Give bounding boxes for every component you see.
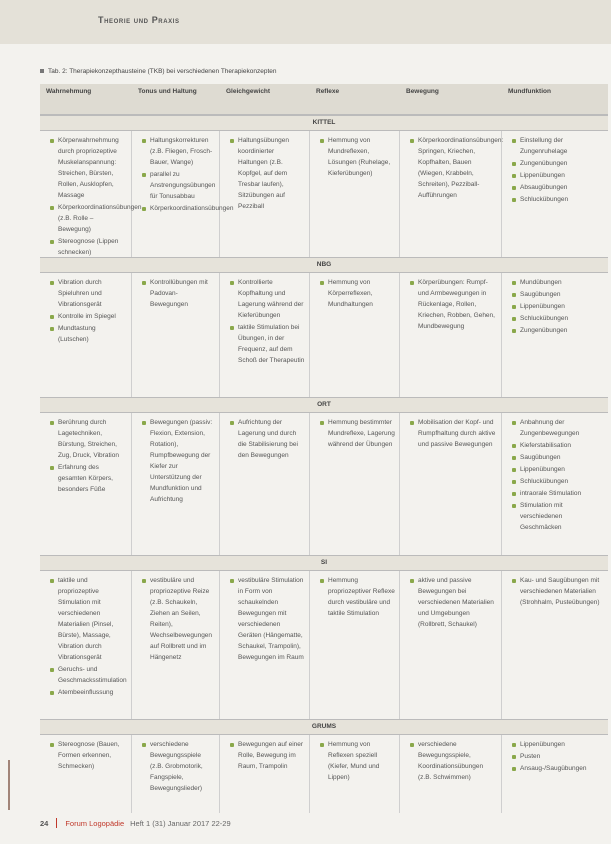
bullet-list	[512, 575, 604, 608]
section-header: SI	[40, 555, 608, 571]
list-item: Kontrollübungen mit Padovan-Bewegungen	[142, 277, 215, 310]
table-cell	[502, 571, 608, 719]
list-item: vestibuläre und propriozeptive Reize (z.B. Schaukeln, Ziehen an Seilen, Reiten), Wechselbewegungen auf Rollbrett und im Hängenetz	[142, 575, 215, 663]
list-item: Körperübungen: Rumpf- und Armbewegungen in Rückenlage, Rollen, Kriechen, Robben, Gehen, Mundbewegung	[410, 277, 497, 332]
table-cell	[502, 273, 608, 397]
col-header: Wahrnehmung	[46, 88, 92, 95]
table-cell	[132, 735, 220, 813]
bullet-list	[512, 277, 604, 336]
bullet-list	[142, 417, 215, 505]
table-cell	[400, 735, 502, 813]
list-item: Stereognose (Lippen schnecken)	[50, 236, 127, 258]
list-item: Ansaug-/Saugübungen	[512, 763, 604, 774]
list-item: Mobilisation der Kopf- und Rumpfhaltung durch aktive und passive Bewegungen	[410, 417, 497, 450]
list-item: Hemmung bestimmter Mundreflexe, Lagerung während der Übungen	[320, 417, 395, 450]
bullet-list	[410, 417, 497, 450]
list-item: intraorale Stimulation	[512, 488, 604, 499]
page-footer	[40, 818, 231, 828]
table-cell	[40, 571, 132, 719]
list-item: Hemmung von Mundreflexen, Lösungen (Ruhelage, Kieferübungen)	[320, 135, 395, 179]
col-header: Gleichgewicht	[226, 88, 271, 95]
table-cell	[400, 571, 502, 719]
bullet-list	[230, 277, 305, 366]
list-item: vestibuläre Stimulation in Form von schaukelnden Bewegungen mit verschiedenen Geräten (Hängematte, Schaukel, Trampolin), Bewegungen im Raum	[230, 575, 305, 663]
list-item: Einstellung der Zungenruhelage	[512, 135, 604, 157]
list-item: Hemmung von Körperreflexen, Mundhaltungen	[320, 277, 395, 310]
bullet-list	[320, 739, 395, 783]
table-row	[40, 413, 608, 555]
page-number: 24	[40, 818, 49, 828]
table-cell	[220, 571, 310, 719]
table-cell	[40, 413, 132, 555]
list-item: Kontrolle im Spiegel	[50, 311, 127, 322]
table-cell	[310, 131, 400, 257]
table-cell	[132, 131, 234, 257]
list-item: Mundtastung (Lutschen)	[50, 323, 127, 345]
footer-divider	[56, 818, 57, 828]
table-cell	[40, 273, 132, 397]
list-item: Stimulation mit verschiedenen Geschmäcken	[512, 500, 604, 533]
list-item: Hemmung propriozeptiver Reflexe durch vestibuläre und taktile Stimulation	[320, 575, 395, 619]
list-item: Körperkoordinationsübungen	[142, 203, 215, 214]
section-header: NBG	[40, 257, 608, 273]
list-item: Kieferstabilisation	[512, 440, 604, 451]
list-item: Körperkoordinationsübungen (z.B. Rolle – Bewegung)	[50, 202, 127, 235]
list-item: Aufrichtung der Lagerung und durch die Stabilisierung bei den Bewegungen	[230, 417, 305, 461]
table-header-row	[40, 84, 608, 115]
table-caption	[40, 68, 277, 75]
table-row	[40, 571, 608, 719]
table-cell	[310, 273, 400, 397]
list-item: Erfahrung des gesamten Körpers, besonders Füße	[50, 462, 127, 495]
bullet-list	[50, 135, 142, 258]
list-item: Absaugübungen	[512, 182, 604, 193]
list-item: Vibration durch Spieluhren und Vibrationsgerät	[50, 277, 127, 310]
table-cell	[400, 131, 502, 257]
list-item: Haltungsübungen koordinierter Haltungen (z.B. Kopfgel, auf dem Tresbar laufen), Sitzübungen auf Pezziball	[230, 135, 305, 212]
table-row	[40, 735, 608, 813]
list-item: Pusten	[512, 751, 604, 762]
bullet-list	[230, 739, 305, 772]
bullet-list	[230, 135, 305, 212]
table-row	[40, 273, 608, 397]
list-item: Geruchs- und Geschmacksstimulation	[50, 664, 127, 686]
col-header: Tonus und Haltung	[138, 88, 197, 95]
table-cell	[220, 273, 310, 397]
table-cell	[400, 413, 502, 555]
bullet-list	[410, 135, 504, 201]
bullet-list	[142, 739, 215, 794]
table-cell	[220, 131, 310, 257]
bullet-list	[512, 417, 604, 533]
list-item: Schluckübungen	[512, 313, 604, 324]
col-header: Reflexe	[316, 88, 340, 95]
list-item: Schluckübungen	[512, 194, 604, 205]
table-cell	[310, 571, 400, 719]
table-cell	[502, 413, 608, 555]
table-cell	[310, 413, 400, 555]
header-bar	[0, 0, 611, 44]
bullet-list	[230, 575, 305, 663]
list-item: Zungenübungen	[512, 325, 604, 336]
list-item: taktile Stimulation bei Übungen, in der Frequenz, auf dem Schoß der Therapeutin	[230, 322, 305, 366]
page-section-title: Theorie und Praxis	[98, 15, 180, 25]
list-item: Saugübungen	[512, 289, 604, 300]
table-row	[40, 131, 608, 257]
section-header: ORT	[40, 397, 608, 413]
bullet-list	[142, 277, 215, 310]
table-cell	[400, 273, 502, 397]
list-item: Lippenübungen	[512, 170, 604, 181]
bullet-list	[410, 739, 497, 783]
list-item: Atembeeinflussung	[50, 687, 127, 698]
list-item: Anbahnung der Zungenbewegungen	[512, 417, 604, 439]
table-cell	[502, 735, 608, 813]
magazine-name: Forum Logopädie	[65, 818, 125, 828]
issue-info: Heft 1 (31) Januar 2017 22-29	[130, 818, 231, 828]
list-item: Bewegungen (passiv: Flexion, Extension, Rotation), Rumpfbewegung der Kiefer zur Unterstützung der Mundfunktion und Aufrichtung	[142, 417, 215, 505]
table-cell	[40, 735, 132, 813]
list-item: Haltungskorrekturen (z.B. Fliegen, Frosch-Bauer, Wange)	[142, 135, 215, 168]
bullet-list	[50, 739, 127, 772]
col-header: Bewegung	[406, 88, 439, 95]
bullet-list	[320, 277, 395, 310]
table-cell	[132, 273, 220, 397]
caption-marker-icon	[40, 69, 44, 73]
list-item: Zungenübungen	[512, 158, 604, 169]
bullet-list	[50, 277, 127, 345]
list-item: taktile und propriozeptive Stimulation mit verschiedenen Materialien (Pinsel, Bürste), Massage, Vibration durch Vibrationsgerät	[50, 575, 127, 663]
bullet-list	[512, 739, 604, 774]
list-item: Körperwahrnehmung durch propriozeptive Muskelanspannung: Streichen, Bürsten, Rollen, Ausklopfen, Massage	[50, 135, 127, 201]
bullet-list	[410, 575, 497, 630]
bullet-list	[142, 575, 215, 663]
list-item: aktive und passive Bewegungen bei verschiedenen Materialien und Umgebungen (Rollbrett, Schaukel)	[410, 575, 497, 630]
list-item: Lippenübungen	[512, 464, 604, 475]
bullet-list	[50, 575, 127, 698]
table-cell	[220, 735, 310, 813]
col-header: Mundfunktion	[508, 88, 551, 95]
list-item: Schluckübungen	[512, 476, 604, 487]
list-item: Körperkoordinationsübungen: Springen, Kriechen, Kopfhalten, Bauen (Wiegen, Krabbeln, Schreiten), Pezziball-Aufführungen	[410, 135, 497, 201]
table-cell	[220, 413, 310, 555]
list-item: Bewegungen auf einer Rolle, Bewegung im Raum, Trampolin	[230, 739, 305, 772]
section-header: GRUMS	[40, 719, 608, 735]
bullet-list	[320, 135, 395, 179]
list-item: verschiedene Bewegungsspiele, Koordinationsübungen (z.B. Schwimmen)	[410, 739, 497, 783]
bullet-list	[50, 417, 127, 495]
list-item: Lippenübungen	[512, 739, 604, 750]
table-cell	[502, 131, 608, 257]
list-item: Saugübungen	[512, 452, 604, 463]
bullet-list	[410, 277, 497, 332]
list-item: Lippenübungen	[512, 301, 604, 312]
list-item: Hemmung von Reflexen speziell (Kiefer, Mund und Lippen)	[320, 739, 395, 783]
bullet-list	[320, 417, 395, 450]
margin-mark	[8, 760, 10, 810]
list-item: Kau- und Saugübungen mit verschiedenen Materialien (Strohhalm, Pusteübungen)	[512, 575, 604, 608]
table-cell	[40, 131, 142, 257]
list-item: parallel zu Anstrengungsübungen für Tonusabbau	[142, 169, 215, 202]
table-cell	[132, 413, 220, 555]
therapy-table	[40, 84, 608, 813]
table-cell	[132, 571, 220, 719]
bullet-list	[142, 135, 234, 214]
bullet-list	[320, 575, 395, 619]
list-item: Stereognose (Bauen, Formen erkennen, Schmecken)	[50, 739, 127, 772]
list-item: Berührung durch Lagetechniken, Bürstung, Streichen, Zug, Druck, Vibration	[50, 417, 127, 461]
bullet-list	[230, 417, 305, 461]
list-item: Mundübungen	[512, 277, 604, 288]
table-cell	[310, 735, 400, 813]
list-item: verschiedene Bewegungsspiele (z.B. Grobmotorik, Fangspiele, Bewegungslieder)	[142, 739, 215, 794]
section-header: KITTEL	[40, 115, 608, 131]
bullet-list	[512, 135, 604, 205]
list-item: Kontrollierte Kopfhaltung und Lagerung während der Kieferübungen	[230, 277, 305, 321]
caption-text: Tab. 2: Therapiekonzepthausteine (TKB) bei verschiedenen Therapiekonzepten	[48, 68, 277, 75]
